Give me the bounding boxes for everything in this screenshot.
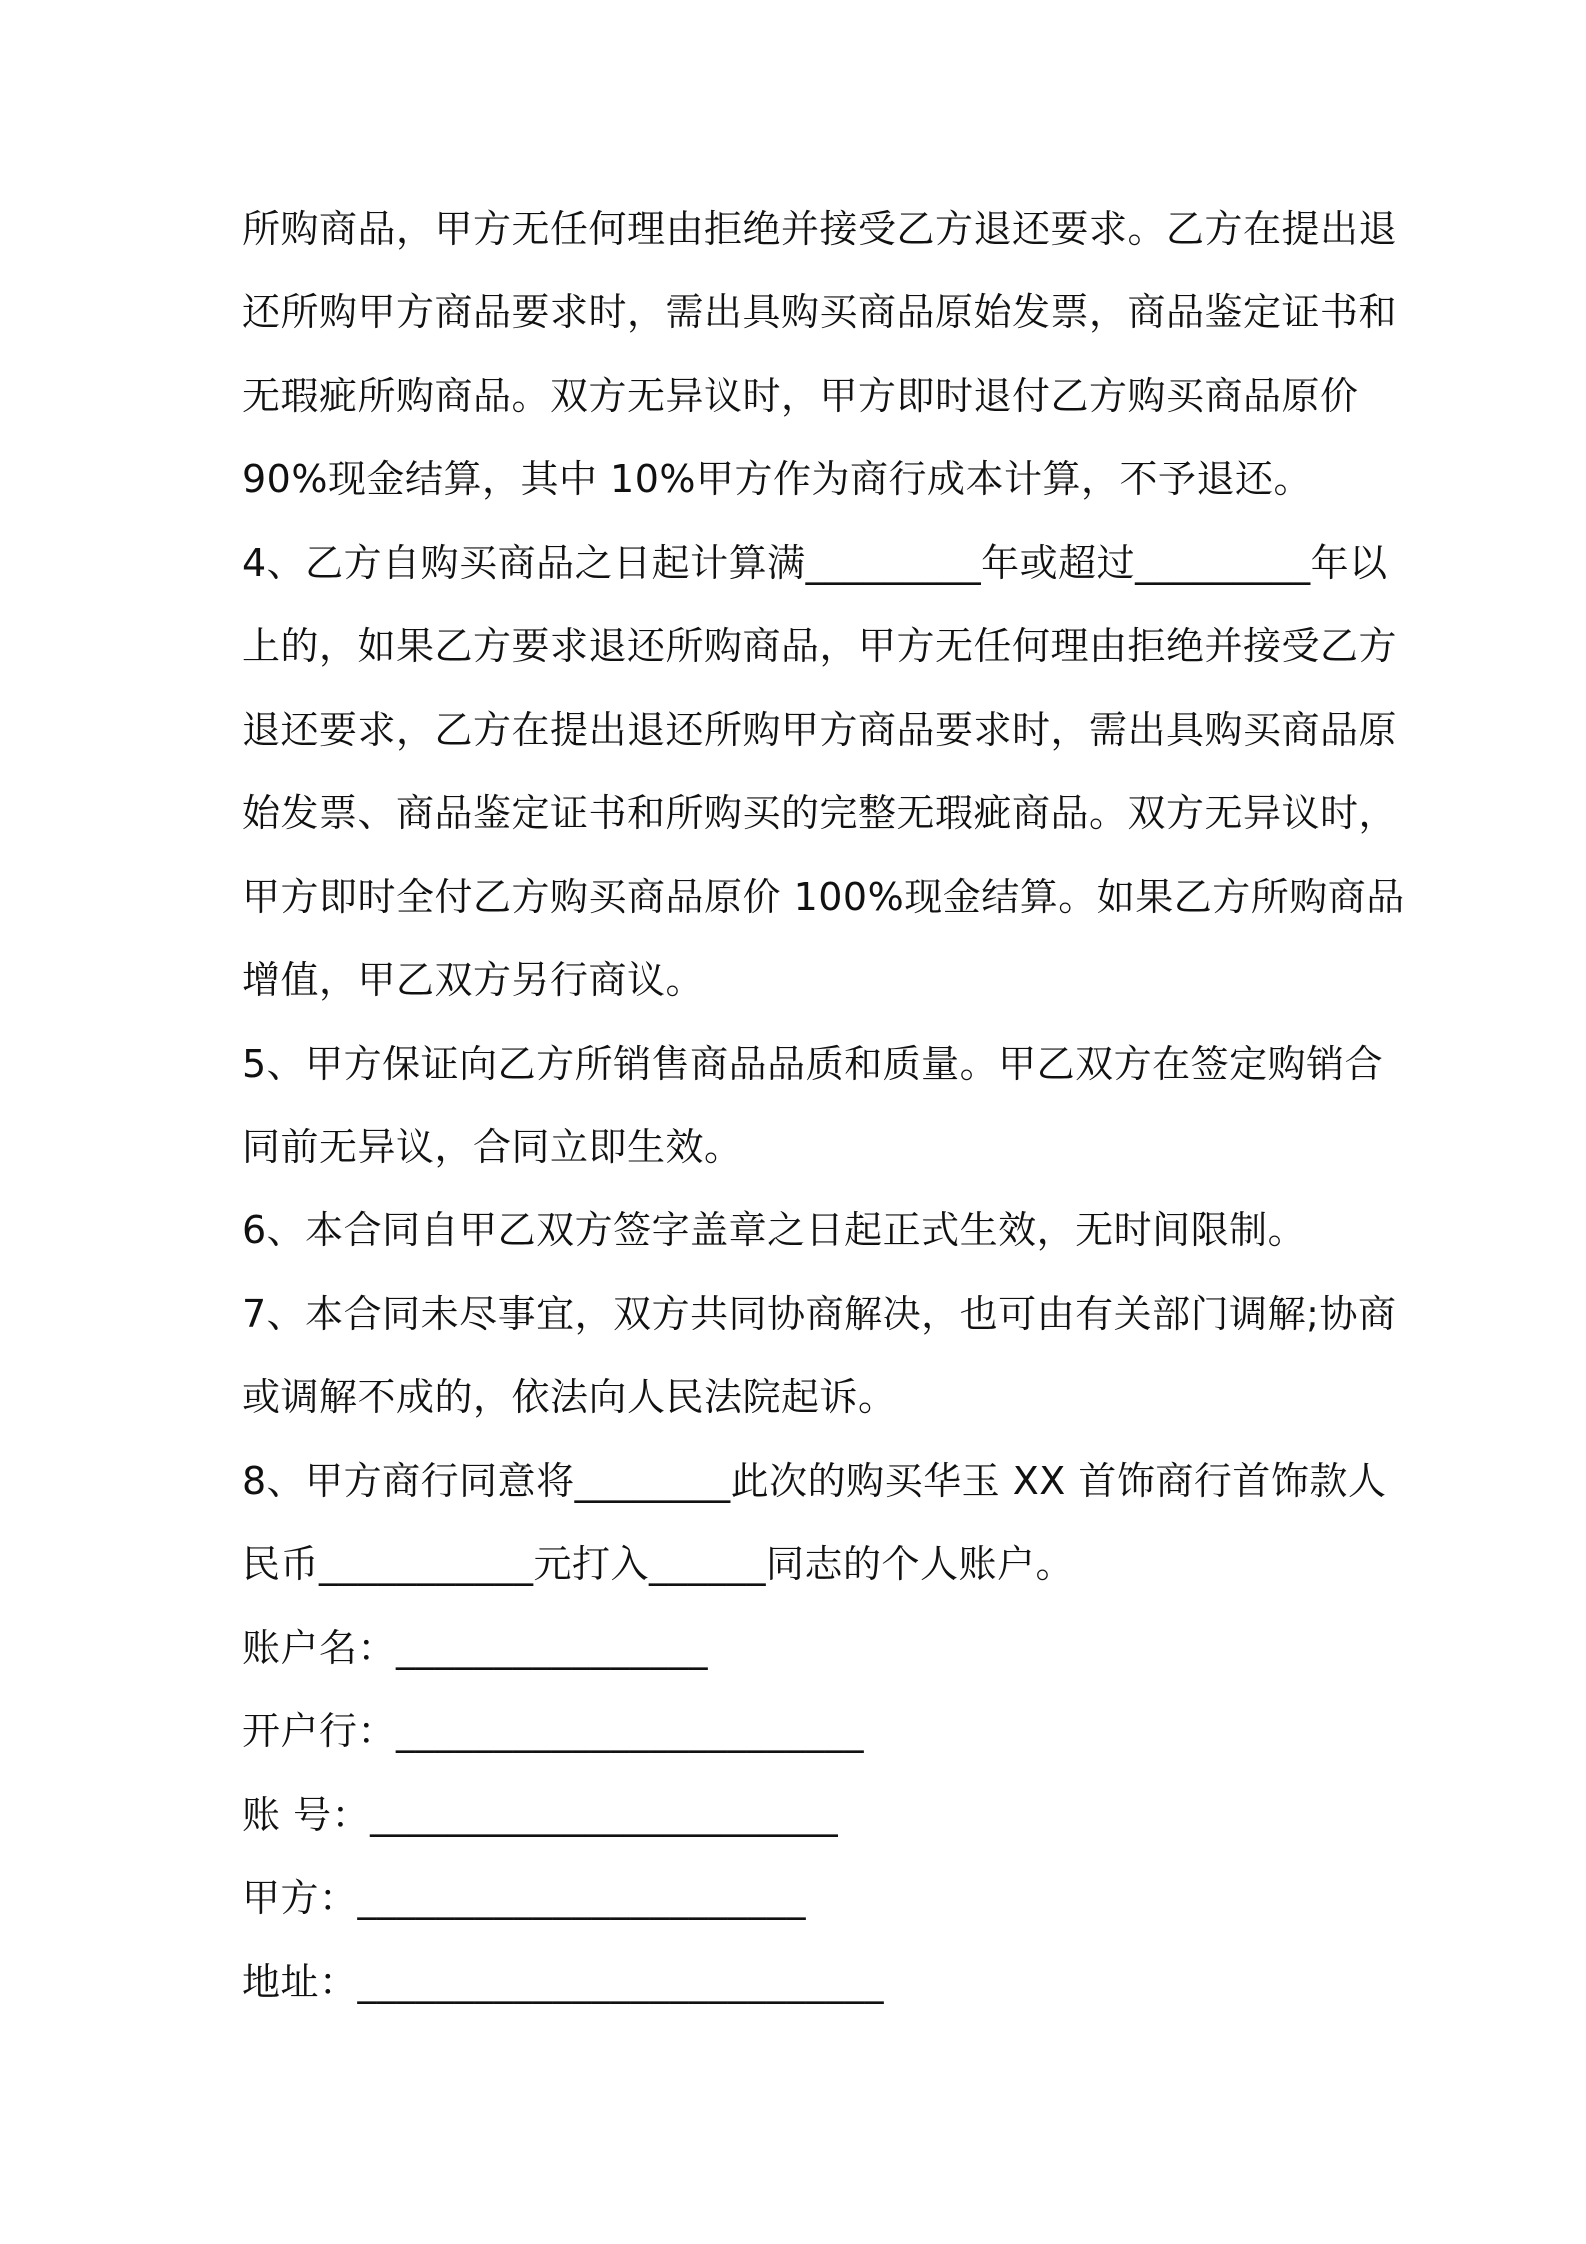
clause-6-line: 6、本合同自甲乙双方签字盖章之日起正式生效，无时间限制。 xyxy=(242,1208,1307,1252)
account-name-field: 账户名：________________ xyxy=(242,1626,709,1670)
clause-8-line: 8、甲方商行同意将________此次的购买华玉 XX 首饰商行首饰款人 xyxy=(242,1459,1387,1503)
account-number-field: 账 号：________________________ xyxy=(242,1793,839,1837)
clause-5-line: 5、甲方保证向乙方所销售商品品质和质量。甲乙双方在签定购销合 xyxy=(242,1042,1384,1086)
address-field: 地址：___________________________ xyxy=(242,1960,885,2004)
party-a-field: 甲方：_______________________ xyxy=(242,1876,807,1920)
text-line: 上的，如果乙方要求退还所购商品，甲方无任何理由拒绝并接受乙方 xyxy=(242,624,1398,668)
text-line: 还所购甲方商品要求时，需出具购买商品原始发票，商品鉴定证书和 xyxy=(242,290,1398,334)
bank-field: 开户行：________________________ xyxy=(242,1709,865,1753)
clause-4-line: 4、乙方自购买商品之日起计算满_________年或超过_________年以 xyxy=(242,541,1388,585)
text-line: 同前无异议，合同立即生效。 xyxy=(242,1125,743,1169)
text-line: 90%现金结算，其中 10%甲方作为商行成本计算，不予退还。 xyxy=(242,457,1313,501)
text-line: 或调解不成的，依法向人民法院起诉。 xyxy=(242,1375,897,1419)
text-line: 始发票、商品鉴定证书和所购买的完整无瑕疵商品。双方无异议时， xyxy=(242,791,1398,835)
text-line: 所购商品，甲方无任何理由拒绝并接受乙方退还要求。乙方在提出退 xyxy=(242,207,1398,251)
text-line: 民币___________元打入______同志的个人账户。 xyxy=(242,1542,1075,1586)
clause-7-line: 7、本合同未尽事宜，双方共同协商解决，也可由有关部门调解;协商 xyxy=(242,1292,1397,1336)
text-line: 无瑕疵所购商品。双方无异议时，甲方即时退付乙方购买商品原价 xyxy=(242,374,1359,418)
text-line: 增值，甲乙双方另行商议。 xyxy=(242,958,705,1002)
text-line: 退还要求，乙方在提出退还所购甲方商品要求时，需出具购买商品原 xyxy=(242,708,1398,752)
text-line: 甲方即时全付乙方购买商品原价 100%现金结算。如果乙方所购商品 xyxy=(242,875,1405,919)
